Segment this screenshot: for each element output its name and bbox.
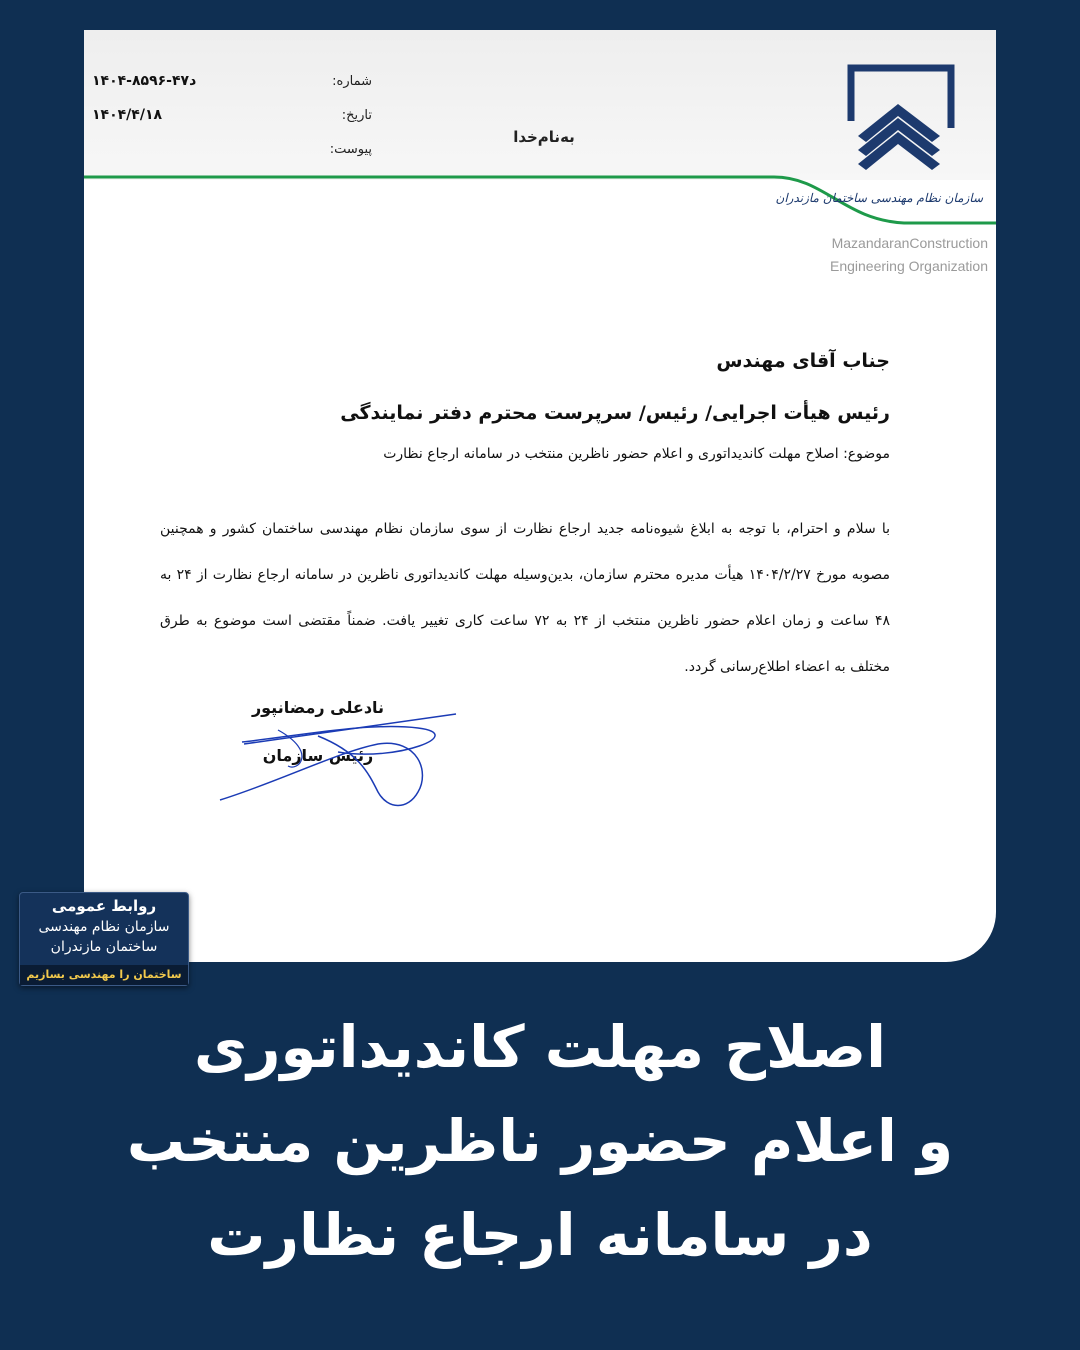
badge-line2: سازمان نظام مهندسی [38, 919, 170, 935]
meta-date-value: ۱۴۰۴/۴/۱۸ [92, 107, 163, 123]
meta-number-label: شماره: [332, 73, 372, 89]
headline-line3: در سامانه ارجاع نظارت [207, 1201, 873, 1269]
badge-line3: ساختمان مازندران [50, 939, 158, 955]
badge-line1: روابط عمومی [51, 897, 157, 915]
meta-attachment-label: پیوست: [329, 141, 372, 157]
signer-name: نادعلی رمضانپور [251, 698, 385, 717]
organization-logo-icon [836, 66, 966, 186]
meta-row-number [92, 64, 372, 98]
headline-line1: اصلاح مهلت کاندیداتوری [193, 1013, 887, 1081]
organization-name-fa [775, 176, 988, 216]
meta-date-label: تاریخ: [341, 107, 372, 123]
letter-subject: موضوع: اصلاح مهلت کاندیداتوری و اعلام حضور ناظرین منتخب در سامانه ارجاع نظارت [383, 446, 890, 462]
letter-meta [92, 64, 372, 166]
headline [40, 1000, 1040, 1282]
public-relations-badge [19, 892, 189, 986]
letter-paragraph: با سلام و احترام، با توجه به ابلاغ شیوه‌نامه جدید ارجاع نظارت از سوی سازمان نظام مهندسی ساختمان کشور و همچنین مصوبه مورخ ۱۴۰۴/۲/۲۷ هیأت مدیره محترم سازمان، بدین‌وسیله مهلت کاندیداتوری ناظرین در سامانه ارجاع نظارت از ۲۴ به ۴۸ ساعت و زمان اعلام حضور ناظرین منتخب از ۲۴ به ۷۲ ساعت کاری تغییر یافت. ضمناً مقتضی است موضوع به طرق مختلف به اعضاء اطلاع‌رسانی گردد. [160, 521, 891, 675]
meta-row-attachment [92, 132, 372, 166]
organization-name-en-line2: Engineering Organization [830, 258, 988, 274]
letter-addressee: رئیس هیأت اجرایی/ رئیس/ سرپرست محترم دفتر نمایندگی [340, 402, 890, 424]
signer-title: رئیس سازمان [262, 746, 374, 765]
organization-name-fa-text: سازمان نظام مهندسی ساختمان مازندران [775, 191, 983, 205]
letter-body [160, 346, 890, 690]
meta-number-value: ۱۴۰۴-۸۵۹۶-۴۷د [92, 73, 197, 89]
badge-slogan: ساختمان را مهندسی بسازیم [20, 965, 188, 985]
letter-paper [84, 30, 996, 962]
letter-salutation: جناب آقای مهندس [716, 350, 890, 372]
signature-scribble [218, 692, 478, 832]
organization-name-en [728, 232, 988, 278]
signature-block [218, 692, 478, 832]
headline-line2: و اعلام حضور ناظرین منتخب [126, 1107, 954, 1175]
meta-row-date [92, 98, 372, 132]
basmala: به‌نام‌خدا [513, 128, 575, 146]
organization-name-en-line1: MazandaranConstruction [831, 235, 988, 251]
